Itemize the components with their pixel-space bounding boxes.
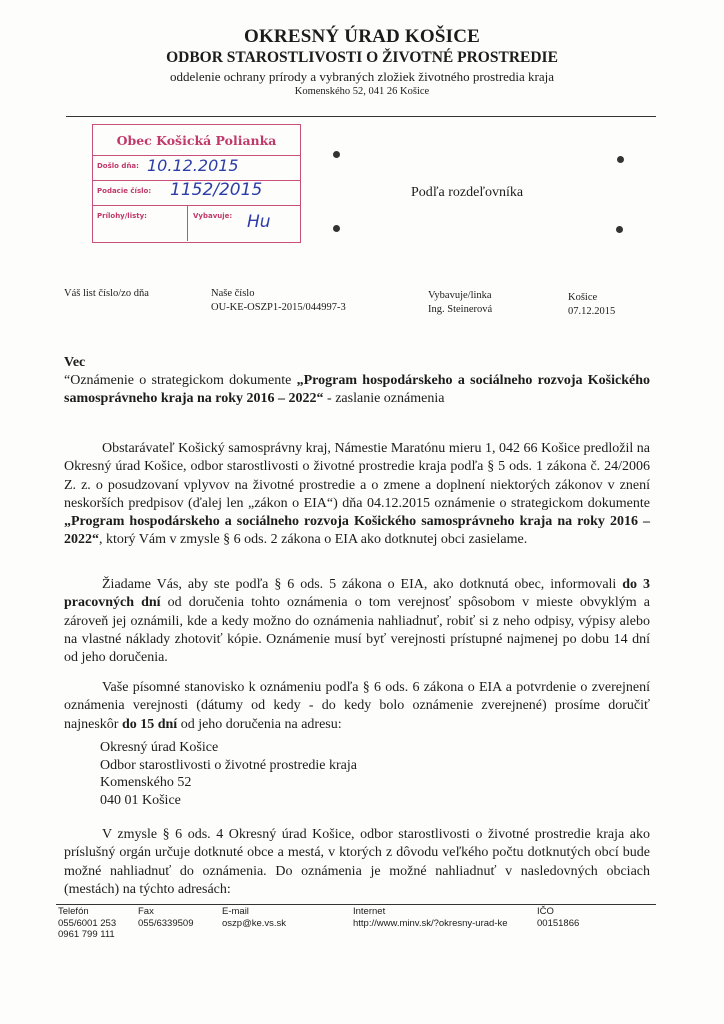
p2-deadline: do 3 pracovných dní — [64, 577, 650, 611]
footer-email-value: oszp@ke.vs.sk — [222, 917, 287, 929]
place-date — [568, 291, 615, 319]
paragraph-1 — [64, 440, 650, 550]
footer-ico-value: 00151866 — [537, 917, 580, 929]
address-corner-mark — [617, 156, 624, 163]
footer-phone-2: 0961 799 111 — [58, 929, 115, 940]
p3-text-c: od jeho doručenia na adresu: — [177, 716, 342, 732]
subject-heading: Vec — [64, 355, 86, 370]
paragraph-2 — [64, 576, 650, 667]
address-corner-mark — [333, 225, 340, 232]
address-line: Okresný úrad Košice — [100, 740, 219, 755]
p3-deadline: do 15 dní — [121, 716, 178, 732]
handled-by-value: Ing. Steinerová — [428, 304, 493, 315]
office-title: OKRESNÝ ÚRAD KOŠICE — [243, 26, 481, 47]
handled-by-label: Vybavuje/linka — [428, 290, 492, 301]
address-corner-mark — [333, 151, 340, 158]
our-number — [211, 287, 346, 315]
p2-text-c: od doručenia tohto oznámenia o tom verejnosť spôsobom v mieste obvyklým a zároveň jej oznámili, kde a kedy možno do oznámenia nahliadnuť, robiť si z neho odpisy, výpisy alebo na vlastné náklady zhotoviť kópie. Oznámenie musí byť verejnosti prístupné najmenej po dobu 14 dní od jeho doručenia. — [64, 595, 650, 666]
paragraph-3 — [64, 679, 650, 734]
handwritten-handler: Hu — [247, 212, 271, 232]
footer-ico — [537, 906, 579, 929]
footer-phone-1: 055/6001 253 — [58, 917, 117, 929]
recipient: Podľa rozdeľovníka — [411, 185, 524, 200]
footer-web — [353, 906, 508, 929]
p2-text-a: Žiadame Vás, aby ste podľa § 6 ods. 5 zákona o EIA, ako dotknutá obec, informovali — [102, 577, 623, 592]
section-title: oddelenie ochrany prírody a vybraných zložiek životného prostredia kraja — [169, 69, 555, 84]
place: Košice — [568, 292, 598, 303]
footer-phone — [58, 906, 116, 941]
footer-email — [222, 906, 286, 929]
date: 07.12.2015 — [568, 306, 616, 317]
header-divider — [66, 116, 656, 117]
footer-web-value: http://www.minv.sk/?okresny-urad-ke — [353, 917, 508, 929]
footer-phone-label: Telefón — [58, 906, 89, 917]
p3-text-a: Vaše písomné stanovisko k oznámeniu podľa § 6 ods. 6 zákona o EIA a potvrdenie o zverejnení oznámenia verejnosti (dátumy od kedy - do kedy bolo oznámenie zverejnené) prosíme doručiť najneskôr — [64, 680, 650, 732]
paragraph-4: V zmysle § 6 ods. 4 Okresný úrad Košice, odbor starostlivosti o životné prostredie kraja ako príslušný orgán určuje dotknuté obce a mestá, v ktorých z dôvodu veľkého počtu dotknutých obcí bude možné nahliadnuť do oznámenia. Do oznámenia je možné nahliadnuť v nasledovných obciach (mestách) na týchto adresách: — [64, 827, 650, 897]
footer-divider — [56, 904, 656, 905]
subject-text — [64, 372, 650, 408]
address-line: Odbor starostlivosti o životné prostredie kraja — [100, 757, 357, 773]
subject-tail: - zaslanie oznámenia — [323, 391, 445, 406]
our-number-label: Naše číslo — [211, 288, 255, 299]
your-letter-label: Váš list číslo/zo dňa — [64, 288, 149, 299]
office-address: Komenského 52, 041 26 Košice — [294, 86, 430, 97]
footer-fax-value: 055/6339509 — [138, 917, 194, 929]
stamp-divider — [187, 206, 188, 241]
footer-fax — [138, 906, 193, 929]
footer-ico-label: IČO — [537, 906, 554, 917]
address-line: 040 01 Košice — [100, 792, 181, 808]
p1-document-title: „Program hospodárskeho a sociálneho rozvoja Košického samosprávneho kraja na roky 2016 – 2022“ — [64, 514, 650, 548]
p1-text-c: , ktorý Vám v zmysle § 6 ods. 2 zákona o EIA ako dotknutej obci zasielame. — [99, 532, 528, 548]
subject-intro: “Oznámenie o strategickom dokumente — [64, 373, 297, 388]
delivery-address — [100, 739, 357, 809]
footer-email-label: E-mail — [222, 906, 249, 917]
address-line: Komenského 52 — [100, 775, 192, 790]
p1-text-a: Obstarávateľ Košický samosprávny kraj, Námestie Maratónu mieru 1, 042 66 Košice predložil na Okresný úrad Košice, odbor starostlivosti o životné prostredie kraja podľa § 5 ods. 1 zákona č. 24/2006 Z. z. o posudzovaní vplyvov na životné prostredie a o zmene a doplnení niektorých zákonov v znení neskorších predpisov (ďalej len „zákon o EIA“) dňa 04.12.2015 oznámenie o strategickom dokumente — [64, 441, 650, 511]
footer-fax-label: Fax — [138, 906, 154, 917]
department-title: ODBOR STAROSTLIVOSTI O ŽIVOTNÉ PROSTREDIE — [166, 49, 558, 66]
subject-document-title: „Program hospodárskeho a sociálneho rozvoja Košického samosprávneho kraja na roky 2016 – 2022“ — [64, 373, 650, 406]
footer-web-label: Internet — [353, 906, 386, 917]
address-corner-mark — [616, 226, 623, 233]
handwritten-received-date: 10.12.2015 — [147, 156, 239, 175]
our-number-value: OU-KE-OSZP1-2015/044997-3 — [211, 302, 346, 313]
stamp-name: Obec Košická Polianka — [116, 133, 277, 148]
stamp-ref-label: Podacie číslo: — [97, 187, 152, 195]
stamp-attachments-label: Prílohy/listy: — [97, 212, 147, 220]
handled-by — [428, 289, 492, 317]
handwritten-ref-number: 1152/2015 — [170, 180, 263, 200]
stamp-received-label: Došlo dňa: — [97, 162, 139, 170]
stamp-handled-label: Vybavuje: — [193, 212, 233, 220]
